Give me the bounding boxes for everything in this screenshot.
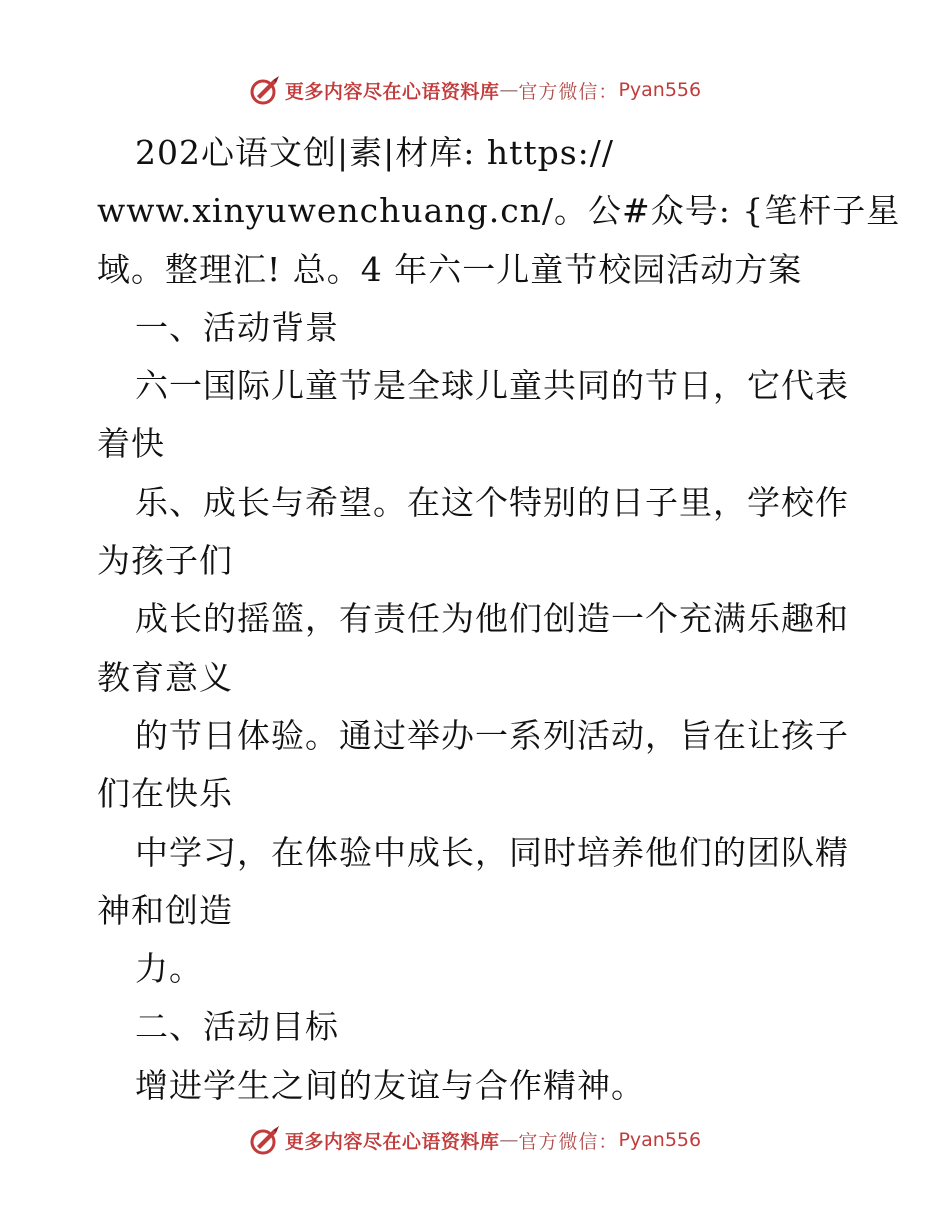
header-banner <box>0 70 950 110</box>
footer-banner <box>0 1120 950 1160</box>
banner-separator: — <box>499 79 519 101</box>
body-line: 着快 <box>97 424 165 464</box>
body-line: www.xinyuwenchuang.cn/。公#众号: {笔杆子星 <box>97 191 901 231</box>
document-body <box>97 124 901 1115</box>
body-line: 神和创造 <box>97 890 233 930</box>
body-line: 力。 <box>135 949 203 989</box>
banner-wechat-id: Pyan556 <box>618 1129 702 1151</box>
body-line: 们在快乐 <box>97 774 233 814</box>
section-heading: 二、活动目标 <box>135 1007 339 1047</box>
body-line: 中学习，在体验中成长，同时培养他们的团队精 <box>135 832 849 872</box>
body-line: 教育意义 <box>97 657 233 697</box>
quill-logo-icon <box>249 74 281 106</box>
body-line: 成长的摇篮，有责任为他们创造一个充满乐趣和 <box>135 599 849 639</box>
banner-slogan: 更多内容尽在心语资料库 <box>284 80 500 103</box>
banner-wechat-label: 官方微信： <box>518 1130 619 1153</box>
banner-wechat-id: Pyan556 <box>618 79 702 101</box>
banner-wechat-label: 官方微信： <box>518 80 619 103</box>
section-heading: 一、活动背景 <box>135 307 339 347</box>
body-line: 域。整理汇! 总。4 年六一儿童节校园活动方案 <box>97 249 803 289</box>
body-line: 乐、成长与希望。在这个特别的日子里，学校作 <box>135 482 849 522</box>
banner-separator: — <box>499 1129 519 1151</box>
body-line: 增进学生之间的友谊与合作精神。 <box>135 1065 645 1105</box>
body-line: 为孩子们 <box>97 541 233 581</box>
body-line: 的节日体验。通过举办一系列活动，旨在让孩子 <box>135 715 849 755</box>
body-line: 六一国际儿童节是全球儿童共同的节日，它代表 <box>135 366 849 406</box>
quill-logo-icon <box>249 1124 281 1156</box>
banner-slogan: 更多内容尽在心语资料库 <box>284 1130 500 1153</box>
body-line: 202心语文创|素|材库: https:// <box>135 133 615 172</box>
